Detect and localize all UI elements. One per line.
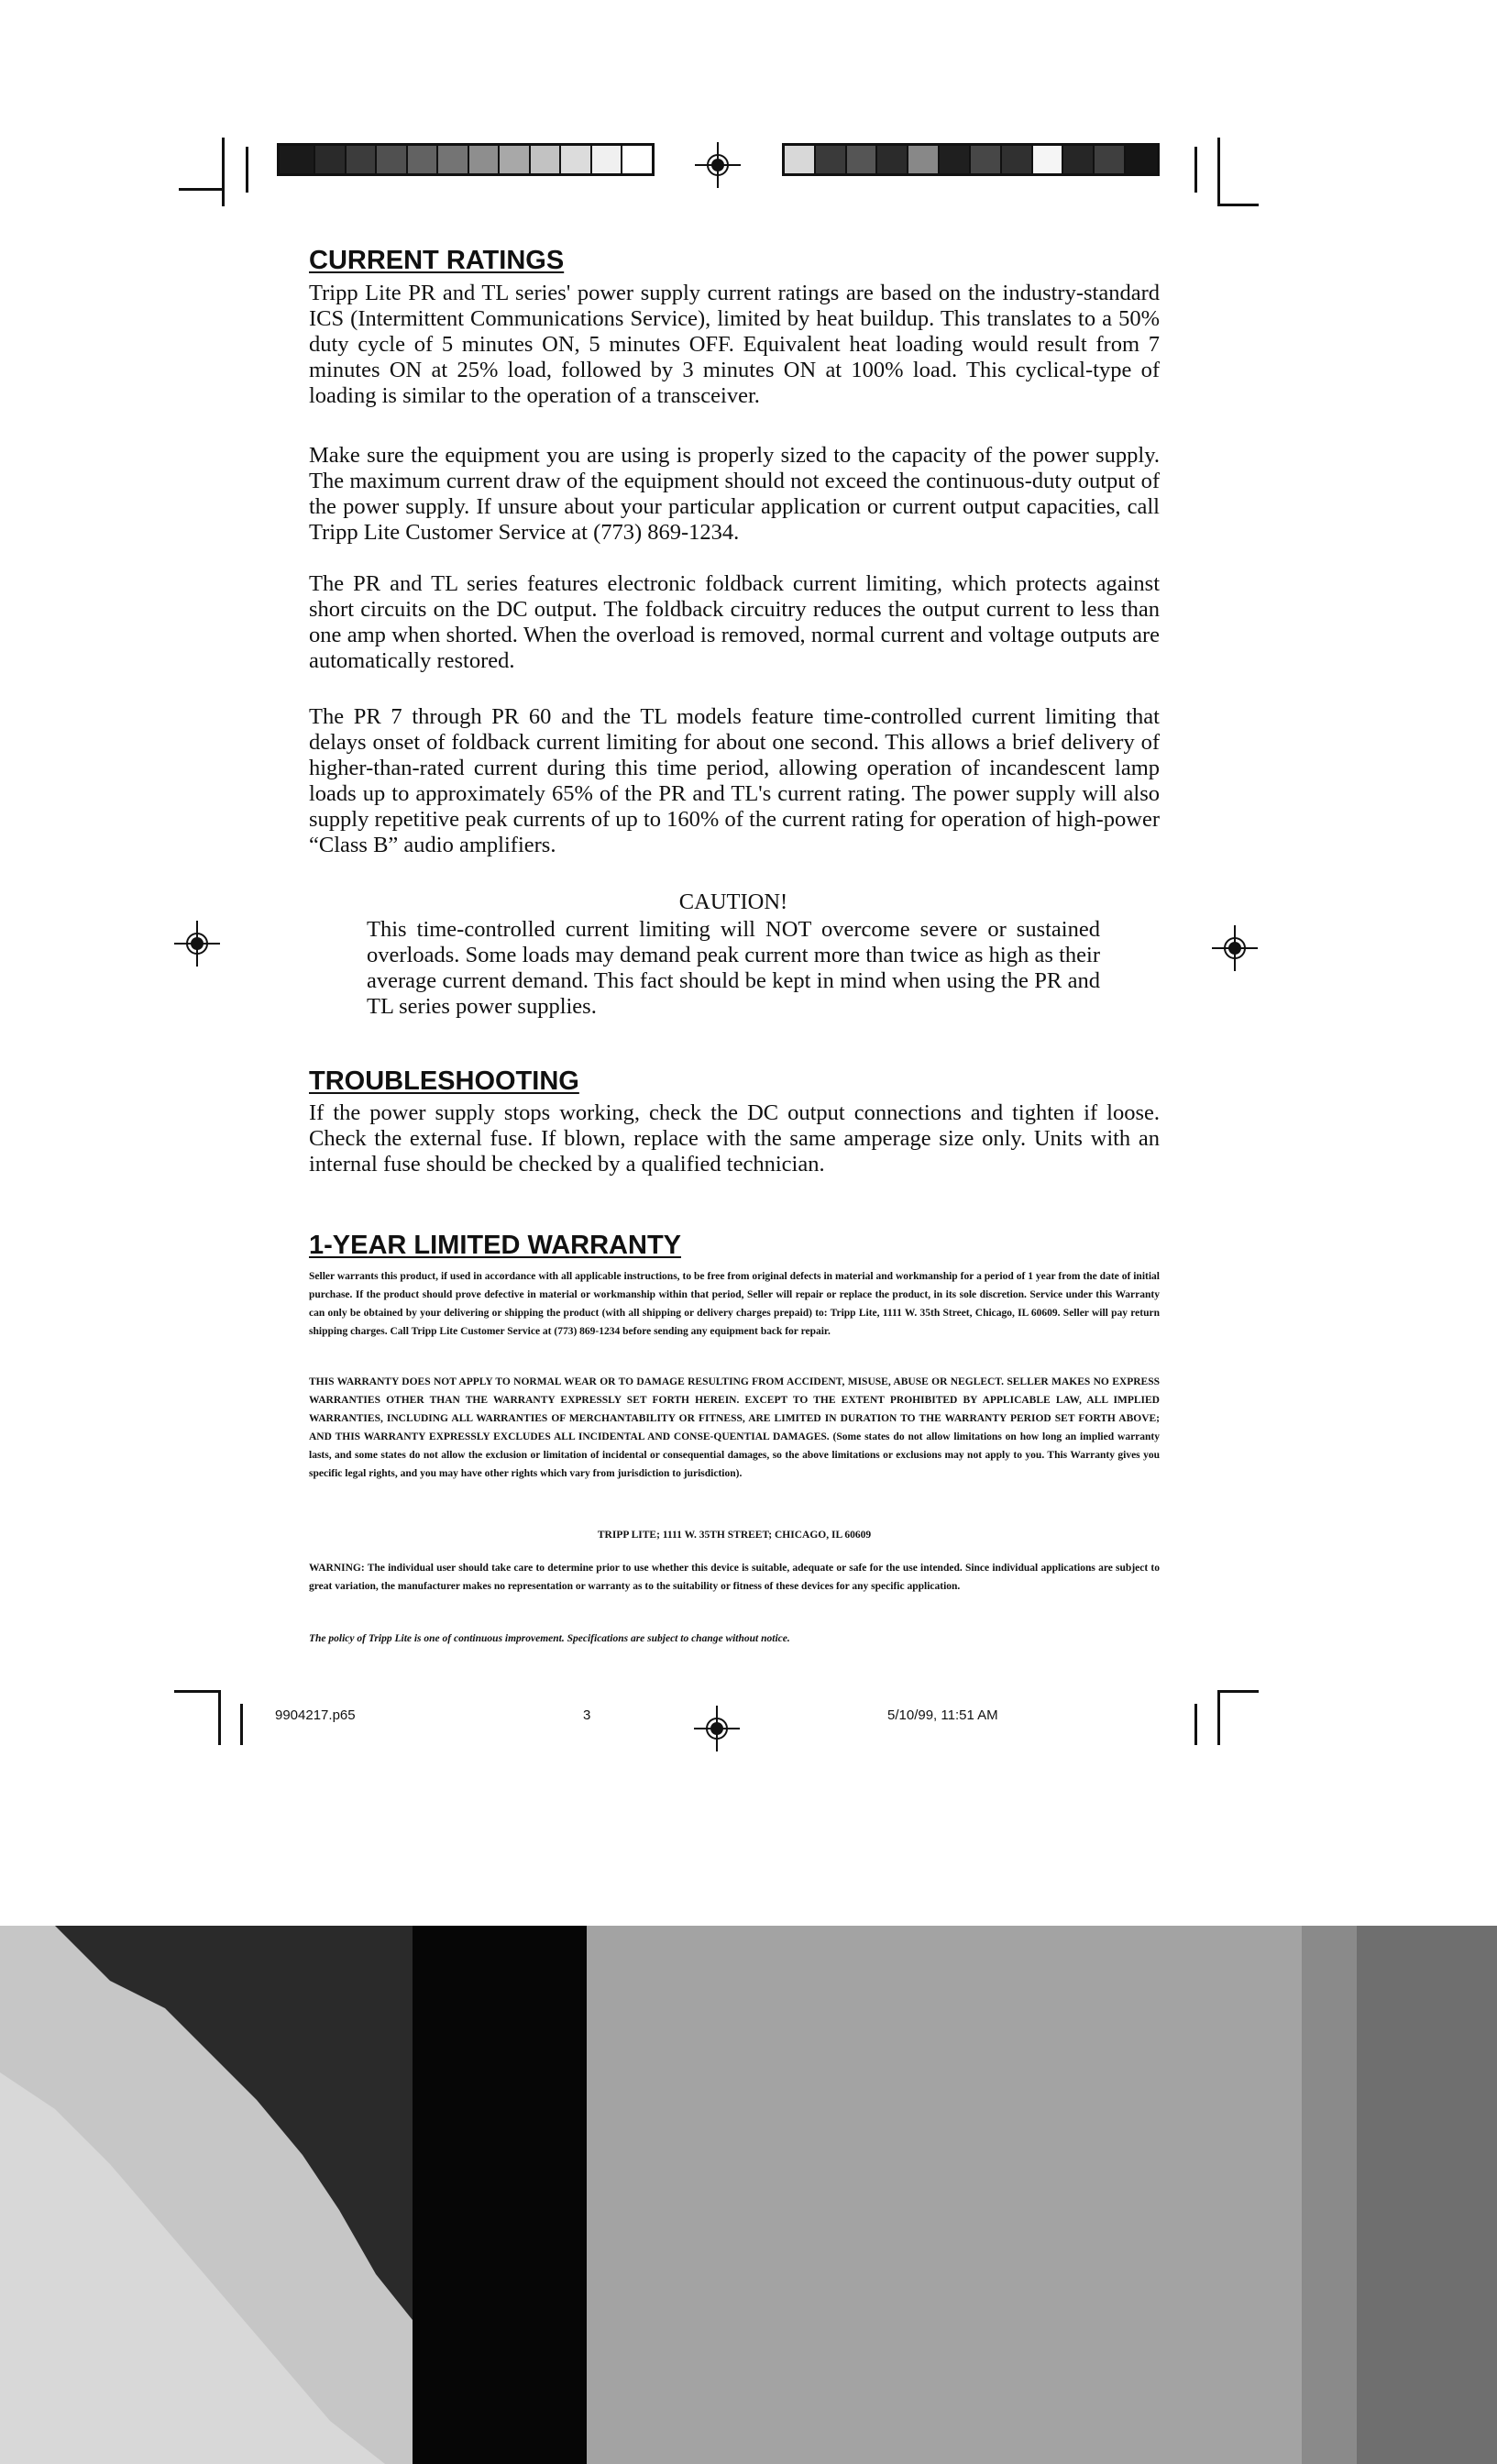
current-ratings-paragraph-3: The PR and TL series features electronic foldback current limiting, which protects against short circuits on the DC output. The foldback circuitry reduces the output current to less than one amp when shorted. When the overload is removed, normal current and voltage outputs are automatically restored. [309, 571, 1160, 673]
registration-mark-icon [695, 142, 741, 188]
warranty-address: TRIPP LITE; 1111 W. 35TH STREET; CHICAGO, IL 60609 [597, 1530, 872, 1541]
crop-mark [1217, 204, 1259, 206]
current-ratings-paragraph-4: The PR 7 through PR 60 and the TL models feature time-controlled current limiting that delays onset of foldback current limiting for about one second. This allows a brief delivery of higher-than-rated current during this time period, allowing operation of incandescent lamp loads up to approximately 65% of the PR and TL's current rating. The power supply will also supply repetitive peak currents of up to 160% of the current rating for operation of high-power “Class B” audio amplifiers. [309, 704, 1160, 857]
crop-mark [218, 1690, 221, 1745]
crop-mark [1194, 1704, 1197, 1745]
warranty-policy: The policy of Tripp Lite is one of continuous improvement. Specifications are subject to change without notice. [309, 1633, 790, 1644]
scan-background [0, 1926, 1497, 2464]
crop-mark [246, 147, 248, 193]
color-bar-right [782, 143, 1160, 176]
caution-title: CAUTION! [678, 889, 788, 914]
current-ratings-paragraph-2: Make sure the equipment you are using is properly sized to the capacity of the power supply. The maximum current draw of the equipment should not exceed the continuous-duty output of the power supply. If unsure about your particular application or current output capacities, call Tripp Lite Customer Service at (773) 869-1234. [309, 443, 1160, 545]
current-ratings-paragraph-1: Tripp Lite PR and TL series' power supply current ratings are based on the industry-standard ICS (Intermittent Communications Service), limited by heat buildup. This translates to a 50% duty cycle of 5 minutes ON, 5 minutes OFF. Equivalent heat loading would result from 7 minutes ON at 25% load, followed by 3 minutes ON at 100% load. This cyclical-type of loading is similar to the operation of a transceiver. [309, 281, 1160, 408]
crop-mark [174, 1690, 218, 1693]
slug-datetime: 5/10/99, 11:51 AM [887, 1707, 998, 1723]
warranty-warning: WARNING: The individual user should take care to determine prior to use whether this device is suitable, adequate or safe for the use intended. Since individual applications are subject to great variation, the manufacturer makes no representation or warranty as to the suitability or fitness of these devices for any specific application. [309, 1563, 1160, 1592]
slug-filename: 9904217.p65 [275, 1707, 356, 1723]
crop-mark [240, 1704, 243, 1745]
caution-text: This time-controlled current limiting will NOT overcome severe or sustained overloads. Some loads may demand peak current more than twice as high as their average current demand. This fact should be kept in mind when using the PR and TL series power supplies. [367, 917, 1100, 1019]
color-bar-left [277, 143, 655, 176]
crop-mark [179, 188, 223, 191]
warranty-paragraph-1: Seller warrants this product, if used in accordance with all applicable instructions, to be free from original defects in material and workmanship for a period of 1 year from the date of initial purchase. If the product should prove defective in material or workmanship within that period, Seller will repair or replace the product, in its sole discretion. Service under this Warranty can only be obtained by your delivering or shipping the product (with all shipping or delivery charges prepaid) to: Tripp Lite, 1111 W. 35th Street, Chicago, IL 60609. Seller will pay return shipping charges. Call Tripp Lite Customer Service at (773) 869-1234 before sending any equipment back for repair. [309, 1271, 1160, 1337]
crop-mark [1217, 1690, 1220, 1745]
warranty-heading: 1-YEAR LIMITED WARRANTY [309, 1231, 681, 1260]
troubleshooting-text: If the power supply stops working, check the DC output connections and tighten if loose. Check the external fuse. If blown, replace with the same amperage size only. Units with an internal fuse should be checked by a qualified technician. [309, 1100, 1160, 1177]
crop-mark [222, 138, 225, 206]
troubleshooting-heading: TROUBLESHOOTING [309, 1066, 579, 1096]
crop-mark [1194, 147, 1197, 193]
registration-mark-icon [1212, 925, 1258, 971]
warranty-paragraph-2: THIS WARRANTY DOES NOT APPLY TO NORMAL WEAR OR TO DAMAGE RESULTING FROM ACCIDENT, MISUSE, ABUSE OR NEGLECT. SELLER MAKES NO EXPRESS WARRANTIES OTHER THAN THE WARRANTY EXPRESSLY SET FORTH HEREIN. EXCEPT TO THE EXTENT PROHIBITED BY APPLICABLE LAW, ALL IMPLIED WARRANTIES, INCLUDING ALL WARRANTIES OF MERCHANTABILITY OR FITNESS, ARE LIMITED IN DURATION TO THE WARRANTY PERIOD SET FORTH ABOVE; AND THIS WARRANTY EXPRESSLY EXCLUDES ALL INCIDENTAL AND CONSE-QUENTIAL DAMAGES. (Some states do not allow limitations on how long an implied warranty lasts, and some states do not allow the exclusion or limitation of incidental or consequential damages, so the above limitations or exclusions may not apply to you. This Warranty gives you specific legal rights, and you may have other rights which vary from jurisdiction to jurisdiction). [309, 1376, 1160, 1479]
crop-mark [1217, 1690, 1259, 1693]
registration-mark-icon [174, 921, 220, 967]
registration-mark-icon [694, 1706, 740, 1751]
crop-mark [1217, 138, 1220, 206]
current-ratings-heading: CURRENT RATINGS [309, 246, 565, 275]
slug-page-number: 3 [583, 1707, 591, 1723]
